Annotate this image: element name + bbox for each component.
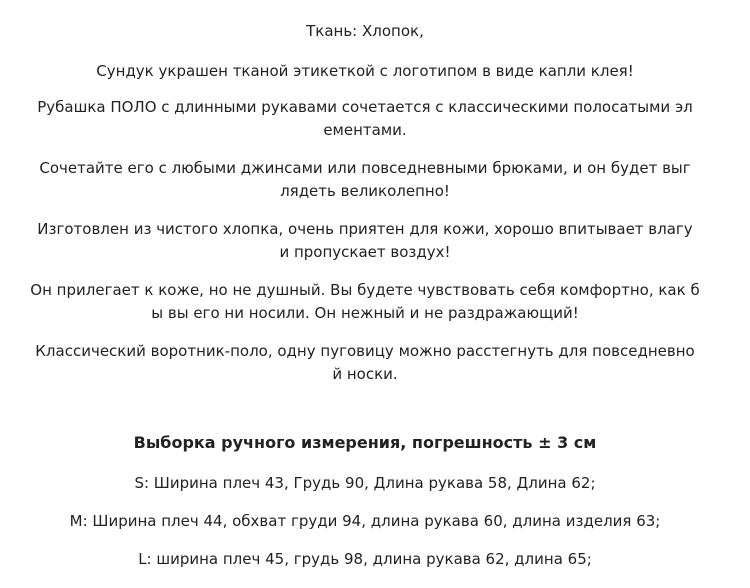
size-s-line: S: Ширина плеч 43, Грудь 90, Длина рукава 58, Длина 62;	[134, 474, 596, 492]
size-m-line: M: Ширина плеч 44, обхват груди 94, длина рукава 60, длина изделия 63;	[69, 512, 661, 530]
paragraph-cotton-line-1: Изготовлен из чистого хлопка, очень приятен для кожи, хорошо впитывает влагу	[37, 220, 693, 238]
paragraph-jeans-line-2: лядеть великолепно!	[280, 182, 450, 200]
paragraph-polo-line-1: Рубашка ПОЛО с длинными рукавами сочетается с классическими полосатыми эл	[37, 98, 693, 116]
paragraph-collar-line-1: Классический воротник-поло, одну пуговицу можно расстегнуть для повседневно	[35, 342, 695, 360]
paragraph-fit-line-2: ы вы его ни носили. Он нежный и не раздражающий!	[151, 304, 579, 322]
paragraph-fit-line-1: Он прилегает к коже, но не душный. Вы будете чувствовать себя комфортно, как б	[30, 281, 700, 299]
paragraph-jeans-line-1: Сочетайте его с любыми джинсами или повседневными брюками, и он будет выг	[39, 159, 691, 177]
paragraph-collar-line-2: й носки.	[332, 365, 398, 383]
paragraph-polo-line-2: ементами.	[323, 121, 407, 139]
measurements-heading: Выборка ручного измерения, погрешность ± 3 см	[133, 433, 597, 452]
paragraph-cotton-line-2: и пропускает воздух!	[279, 243, 451, 261]
fabric-line: Ткань: Хлопок,	[306, 22, 424, 40]
size-l-line: L: ширина плеч 45, грудь 98, длина рукава 62, длина 65;	[138, 550, 592, 568]
chest-label-line: Сундук украшен тканой этикеткой с логотипом в виде капли клея!	[96, 62, 634, 80]
